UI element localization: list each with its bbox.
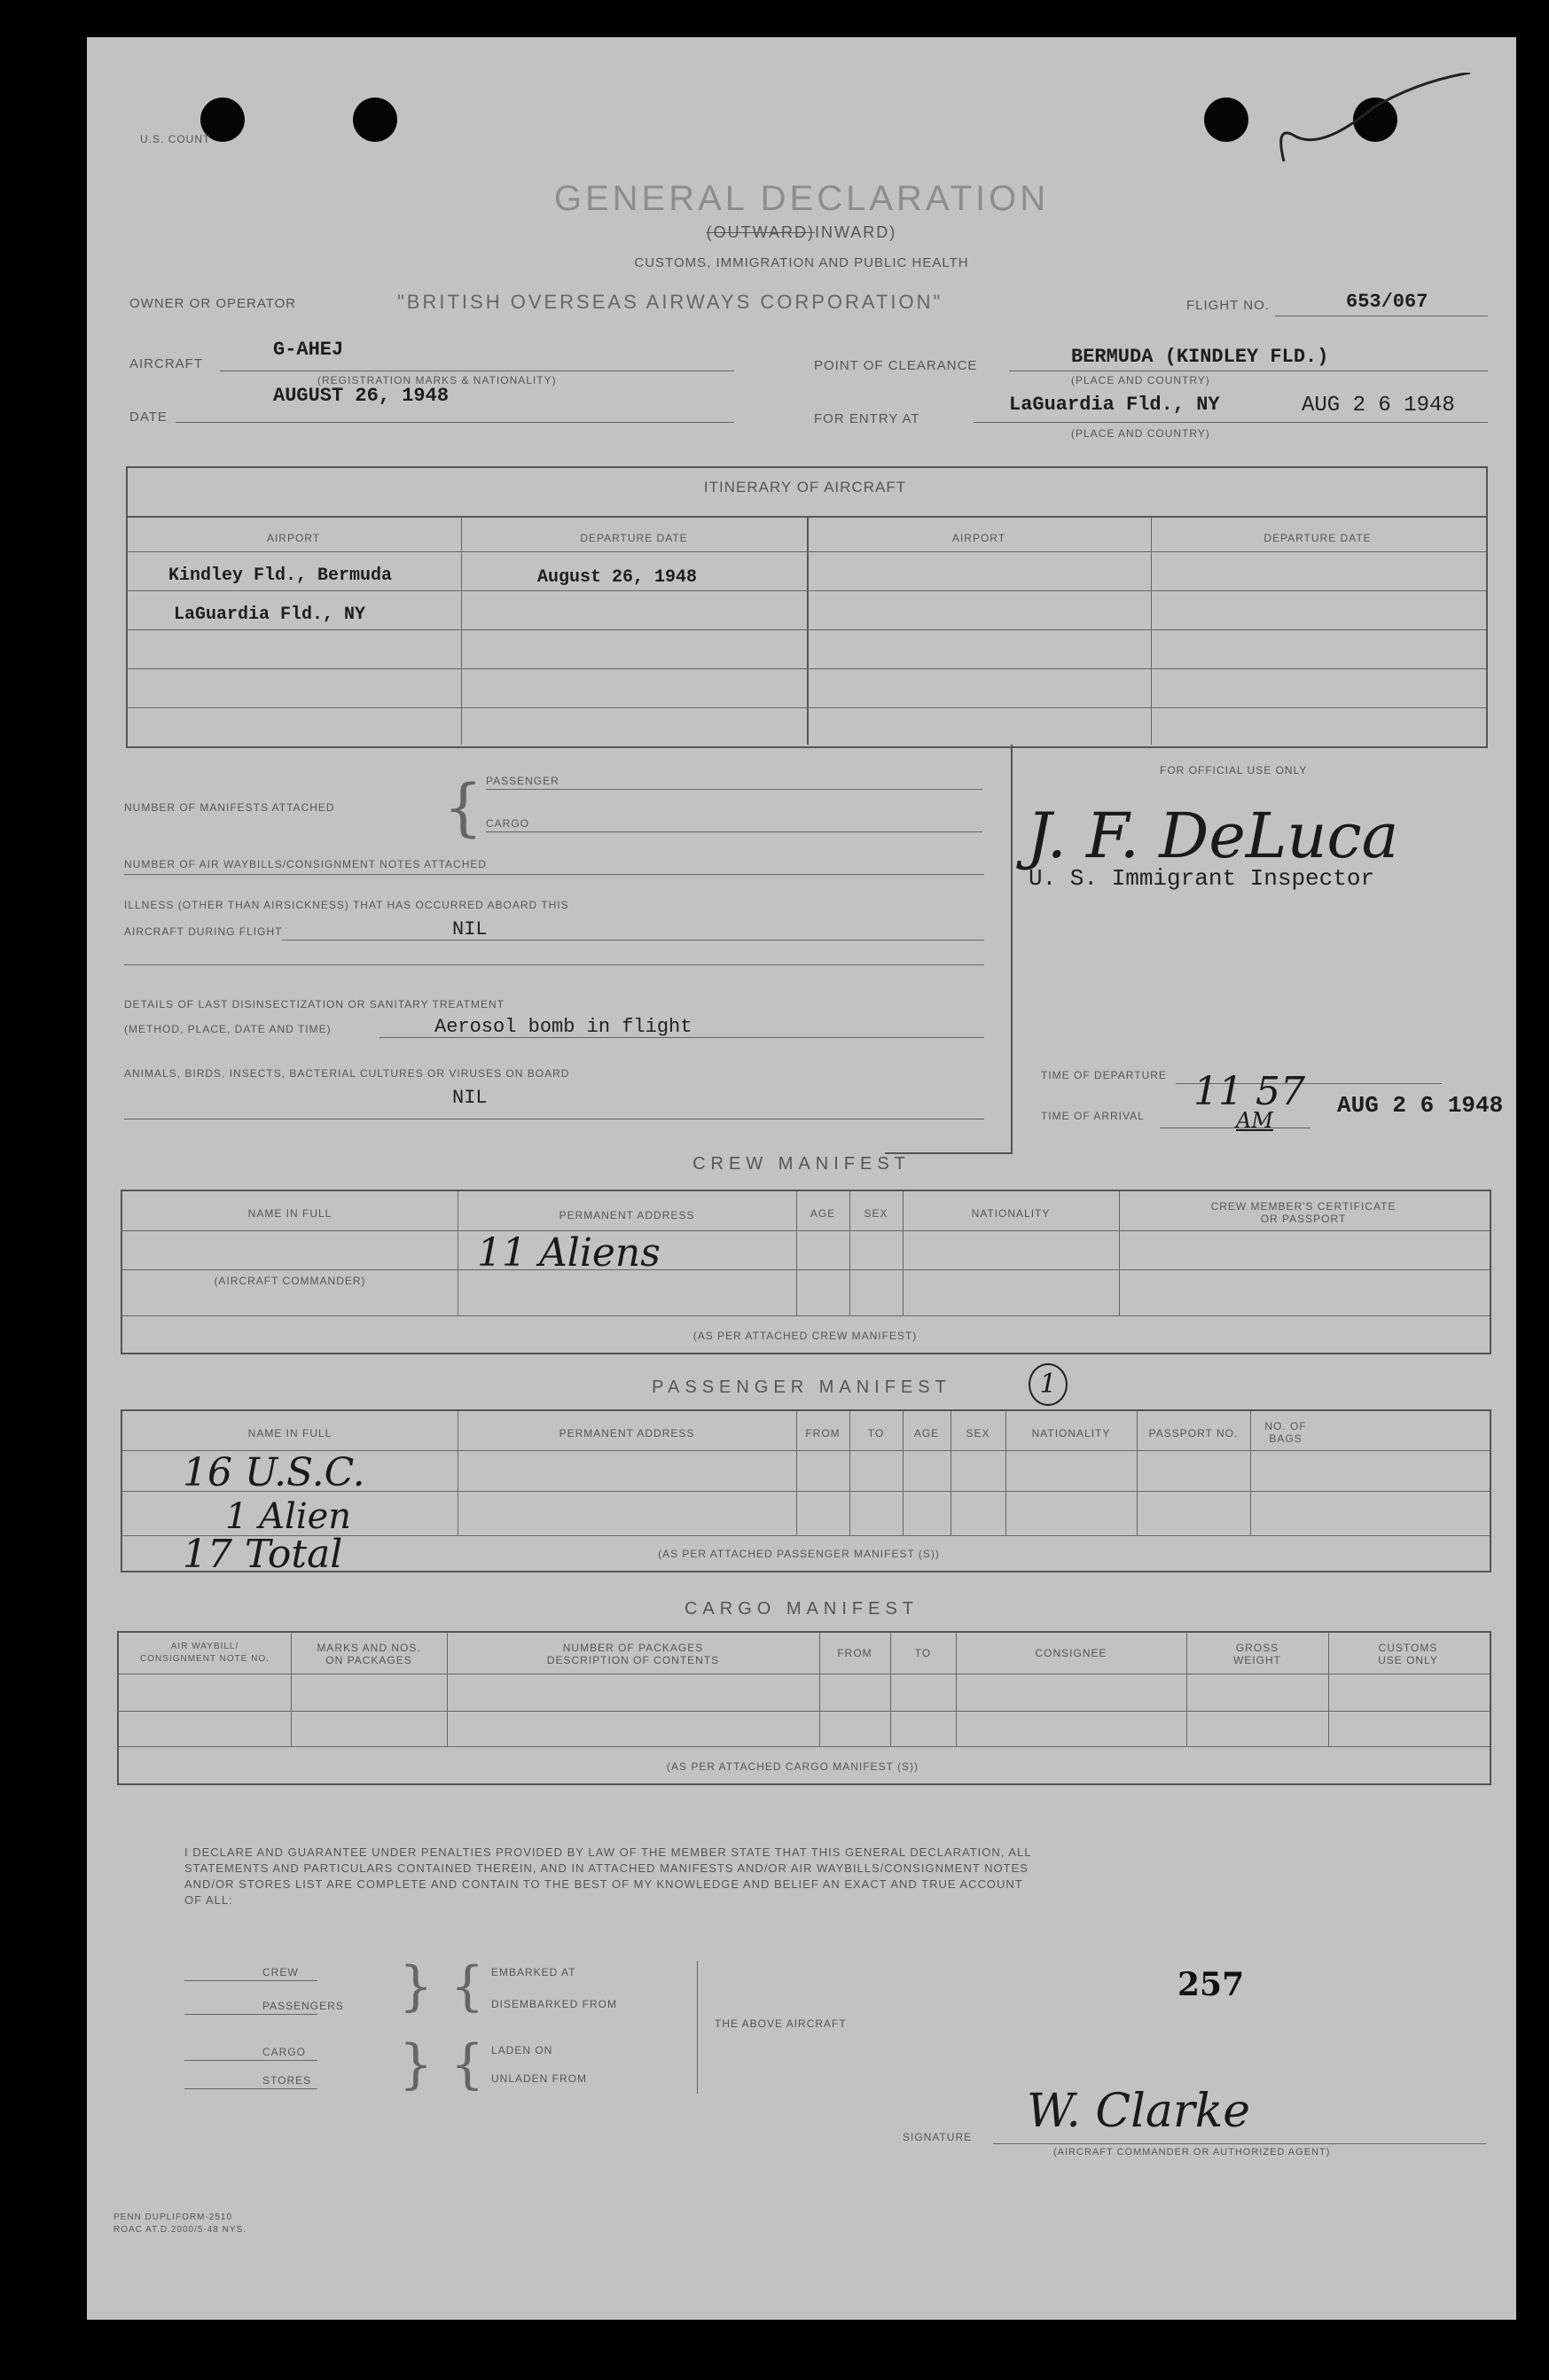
aircraft-sub: (REGISTRATION MARKS & NATIONALITY) bbox=[317, 374, 557, 386]
owner-label: OWNER OR OPERATOR bbox=[129, 296, 297, 311]
crew-col-nationality: NATIONALITY bbox=[971, 1207, 1051, 1220]
decl-above-aircraft: THE ABOVE AIRCRAFT bbox=[715, 2017, 847, 2030]
pass-col-name: NAME IN FULL bbox=[247, 1427, 332, 1440]
decl-unladen: UNLADEN FROM bbox=[491, 2072, 588, 2085]
entry-value: LaGuardia Fld., NY bbox=[1009, 394, 1220, 416]
animals-value: NIL bbox=[452, 1087, 488, 1109]
pass-hand-3: 17 Total bbox=[183, 1532, 343, 1577]
passenger-footer: (AS PER ATTACHED PASSENGER MANIFEST (S)) bbox=[658, 1548, 940, 1560]
decl-crew: CREW bbox=[262, 1966, 299, 1978]
pass-col-passport: PASSPORT NO. bbox=[1148, 1427, 1239, 1440]
brace-3: { bbox=[450, 1955, 485, 2017]
signature-label: SIGNATURE bbox=[903, 2131, 973, 2143]
cargo-col-consignee: CONSIGNEE bbox=[1035, 1647, 1107, 1659]
crew-col-age: AGE bbox=[810, 1207, 836, 1220]
cargo-label: CARGO bbox=[486, 817, 530, 830]
departure-time-label: TIME OF DEPARTURE bbox=[1041, 1069, 1167, 1081]
date-value: AUGUST 26, 1948 bbox=[273, 385, 450, 407]
inspector-signature: J. F. DeLuca bbox=[1027, 800, 1399, 872]
cargo-footer: (AS PER ATTACHED CARGO MANIFEST (S)) bbox=[666, 1760, 919, 1773]
pass-col-sex: SEX bbox=[966, 1427, 990, 1440]
itinerary-title: ITINERARY OF AIRCRAFT bbox=[703, 479, 907, 496]
itin-row2-airport: LaGuardia Fld., NY bbox=[174, 605, 366, 625]
inward-label: INWARD) bbox=[814, 223, 897, 241]
cargo-col-marks: MARKS AND NOS. bbox=[317, 1642, 421, 1654]
pass-col-age: AGE bbox=[913, 1427, 940, 1440]
itin-col-departure: DEPARTURE DATE bbox=[580, 532, 688, 544]
footer-line-2: ROAC AT.D.2000/5-48 NYS. bbox=[113, 2225, 246, 2235]
crew-col-cert: CREW MEMBER'S CERTIFICATE bbox=[1210, 1200, 1396, 1213]
decl-disembarked: DISEMBARKED FROM bbox=[491, 1998, 618, 2010]
place-country-1: (PLACE AND COUNTRY) bbox=[1071, 374, 1210, 386]
illness-label-2: AIRCRAFT DURING FLIGHT bbox=[124, 925, 283, 938]
pass-col-address: PERMANENT ADDRESS bbox=[559, 1427, 695, 1440]
passenger-label: PASSENGER bbox=[486, 775, 559, 787]
commander-signature: W. Clarke bbox=[1027, 2085, 1250, 2138]
crew-col-name: NAME IN FULL bbox=[247, 1207, 332, 1220]
flight-value: 653/067 bbox=[1346, 291, 1428, 313]
brace-4: { bbox=[450, 2033, 485, 2095]
declaration-text-2: STATEMENTS AND PARTICULARS CONTAINED THEREIN, AND IN ATTACHED MANIFESTS AND/OR AIR WAYBILLS/CONSIGNMENT NOTES bbox=[184, 1861, 1029, 1875]
cargo-col-gross-2: WEIGHT bbox=[1233, 1654, 1281, 1666]
pass-hand-1: 16 U.S.C. bbox=[183, 1450, 365, 1495]
declaration-text-1: I DECLARE AND GUARANTEE UNDER PENALTIES PROVIDED BY LAW OF THE MEMBER STATE THAT THIS GENERAL DECLARATION, ALL bbox=[184, 1845, 1032, 1859]
cargo-col-marks-2: ON PACKAGES bbox=[325, 1654, 412, 1666]
crew-hand-entry: 11 Aliens bbox=[477, 1230, 661, 1276]
pass-hand-2: 1 Alien bbox=[225, 1496, 352, 1537]
services-line: CUSTOMS, IMMIGRATION AND PUBLIC HEALTH bbox=[634, 255, 969, 270]
itin-col-airport: AIRPORT bbox=[266, 532, 321, 544]
pass-col-bags-2: BAGS bbox=[1269, 1432, 1303, 1445]
arrival-stamp: AUG 2 6 1948 bbox=[1337, 1092, 1504, 1119]
page-number: 257 bbox=[1177, 1966, 1245, 2003]
itin-col-airport-2: AIRPORT bbox=[951, 532, 1006, 544]
itin-row1-date: August 26, 1948 bbox=[537, 567, 698, 588]
itin-col-departure-2: DEPARTURE DATE bbox=[1263, 532, 1372, 544]
aircraft-label: AIRCRAFT bbox=[129, 356, 203, 371]
cargo-col-waybill-2: CONSIGNMENT NOTE NO. bbox=[140, 1654, 270, 1664]
disinsect-label-2: (METHOD, PLACE, DATE AND TIME) bbox=[124, 1023, 332, 1035]
entry-stamp: AUG 2 6 1948 bbox=[1302, 394, 1455, 417]
pass-col-nationality: NATIONALITY bbox=[1031, 1427, 1111, 1440]
decl-laden: LADEN ON bbox=[491, 2044, 553, 2056]
illness-label-1: ILLNESS (OTHER THAN AIRSICKNESS) THAT HAS OCCURRED ABOARD THIS bbox=[124, 899, 569, 911]
waybills-label: NUMBER OF AIR WAYBILLS/CONSIGNMENT NOTES ATTACHED bbox=[124, 858, 488, 870]
declaration-form bbox=[87, 37, 1516, 2320]
passenger-circle-number: 1 bbox=[1029, 1363, 1068, 1406]
crew-footer: (AS PER ATTACHED CREW MANIFEST) bbox=[692, 1330, 918, 1342]
declaration-text-3: AND/OR STORES LIST ARE COMPLETE AND CONTAIN TO THE BEST OF MY KNOWLEDGE AND BELIEF AN EXACT AND TRUE ACCOUNT bbox=[184, 1877, 1023, 1891]
punch-hole-right-1 bbox=[1204, 98, 1248, 142]
cargo-col-customs-2: USE ONLY bbox=[1378, 1654, 1438, 1666]
inspector-title: U. S. Immigrant Inspector bbox=[1029, 865, 1375, 892]
declaration-text-4: OF ALL: bbox=[184, 1893, 233, 1907]
decl-passengers: PASSENGERS bbox=[262, 2000, 344, 2012]
struck-outward: (OUTWARD) bbox=[706, 223, 815, 241]
check-mark-icon bbox=[1266, 73, 1479, 170]
cargo-col-number: NUMBER OF PACKAGES bbox=[562, 1642, 704, 1654]
illness-value: NIL bbox=[452, 918, 488, 940]
signature-sub: (AIRCRAFT COMMANDER OR AUTHORIZED AGENT) bbox=[1053, 2147, 1331, 2158]
clearance-label: POINT OF CLEARANCE bbox=[814, 358, 978, 373]
place-country-2: (PLACE AND COUNTRY) bbox=[1071, 427, 1210, 440]
cargo-col-waybill: AIR WAYBILL/ bbox=[170, 1642, 239, 1651]
pass-col-to: TO bbox=[867, 1427, 885, 1440]
cargo-col-to: TO bbox=[914, 1647, 932, 1659]
manifests-label: NUMBER OF MANIFESTS ATTACHED bbox=[124, 801, 335, 814]
owner-value: "BRITISH OVERSEAS AIRWAYS CORPORATION" bbox=[397, 291, 943, 313]
date-label: DATE bbox=[129, 410, 168, 425]
disinsect-label-1: DETAILS OF LAST DISINSECTIZATION OR SANITARY TREATMENT bbox=[124, 998, 505, 1011]
aircraft-value: G-AHEJ bbox=[273, 339, 344, 361]
disinsect-value: Aerosol bomb in flight bbox=[434, 1016, 692, 1038]
footer-line-1: PENN DUPLIFORM-2510 bbox=[113, 2212, 233, 2222]
official-use-label: FOR OFFICIAL USE ONLY bbox=[1160, 764, 1308, 776]
decl-stores: STORES bbox=[262, 2074, 312, 2087]
cargo-col-from: FROM bbox=[837, 1647, 872, 1659]
decl-cargo: CARGO bbox=[262, 2046, 307, 2058]
crew-col-sex: SEX bbox=[864, 1207, 888, 1220]
cargo-col-number-2: DESCRIPTION OF CONTENTS bbox=[546, 1654, 720, 1666]
cargo-title: CARGO MANIFEST bbox=[684, 1599, 919, 1619]
clearance-value: BERMUDA (KINDLEY FLD.) bbox=[1071, 346, 1329, 368]
cargo-col-gross: GROSS bbox=[1235, 1642, 1279, 1654]
cargo-col-customs: CUSTOMS bbox=[1378, 1642, 1438, 1654]
arrival-am: AM bbox=[1236, 1108, 1273, 1133]
passenger-title: PASSENGER MANIFEST bbox=[652, 1377, 951, 1397]
punch-hole-left-2 bbox=[353, 98, 397, 142]
entry-label: FOR ENTRY AT bbox=[814, 411, 920, 426]
animals-label: ANIMALS, BIRDS, INSECTS, BACTERIAL CULTURES OR VIRUSES ON BOARD bbox=[124, 1067, 570, 1080]
crew-col-address: PERMANENT ADDRESS bbox=[559, 1209, 695, 1221]
corner-text: U.S. COUNT bbox=[140, 133, 211, 145]
crew-commander: (AIRCRAFT COMMANDER) bbox=[214, 1275, 366, 1287]
crew-title: CREW MANIFEST bbox=[692, 1154, 911, 1174]
form-subtitle bbox=[87, 223, 1516, 242]
brace-1: } bbox=[399, 1955, 434, 2017]
crew-col-cert-2: OR PASSPORT bbox=[1260, 1213, 1347, 1225]
itin-row1-airport: Kindley Fld., Bermuda bbox=[168, 566, 393, 586]
arrival-time-label: TIME OF ARRIVAL bbox=[1041, 1110, 1145, 1122]
arrival-time-hand: 11 57 bbox=[1193, 1069, 1305, 1114]
manifests-brace: { bbox=[443, 771, 483, 844]
flight-label: FLIGHT NO. bbox=[1186, 298, 1270, 313]
brace-2: } bbox=[399, 2033, 434, 2095]
pass-col-bags: NO. OF bbox=[1264, 1420, 1307, 1432]
form-title: GENERAL DECLARATION bbox=[553, 179, 1050, 218]
pass-col-from: FROM bbox=[805, 1427, 841, 1440]
decl-embarked: EMBARKED AT bbox=[491, 1966, 576, 1978]
